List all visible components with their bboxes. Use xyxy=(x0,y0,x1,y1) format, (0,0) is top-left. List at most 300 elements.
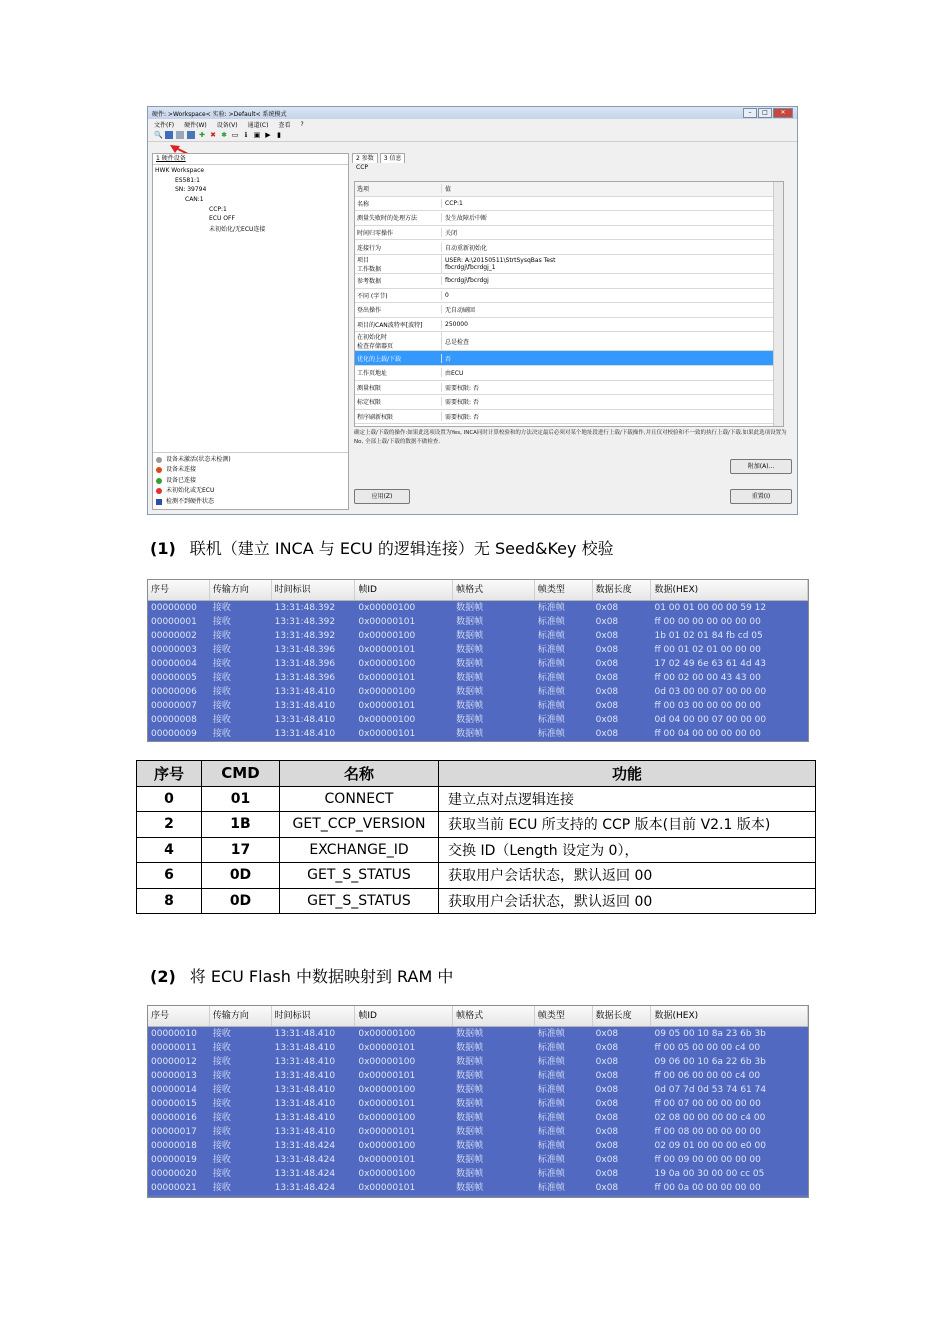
trace-cell: 0x00000100 xyxy=(358,1029,416,1039)
trace-column-header[interactable]: 帧格式 xyxy=(453,1006,535,1026)
parameter-row[interactable] xyxy=(355,211,783,226)
trace-column-header[interactable]: 帧格式 xyxy=(453,580,535,600)
cmd-table-cell: GET_S_STATUS xyxy=(280,888,439,914)
trace-column-header[interactable]: 序号 xyxy=(148,1006,210,1026)
trace-cell: 00000010 xyxy=(151,1029,197,1039)
trace-cell: 数据帧 xyxy=(456,603,484,613)
menu-item[interactable]: 通道(C) xyxy=(247,121,269,129)
trace-cell: 标准帧 xyxy=(537,1029,565,1039)
trace-cell: 接收 xyxy=(212,1071,231,1081)
trace-cell: 0x00000100 xyxy=(358,1141,416,1151)
can-trace-table-2 xyxy=(147,1005,809,1198)
trace-cell: 标准帧 xyxy=(537,1127,565,1137)
trace-cell: 09 05 00 10 8a 23 6b 3b xyxy=(654,1029,766,1039)
trace-cell: 02 08 00 00 00 00 c4 00 xyxy=(654,1113,766,1123)
trace-row[interactable] xyxy=(148,1139,808,1153)
parameter-key: 登出操作 xyxy=(355,305,442,314)
trace-cell: 00000018 xyxy=(151,1141,197,1151)
stop-icon[interactable]: ▮ xyxy=(277,131,281,139)
trace-column-header[interactable]: 帧类型 xyxy=(535,580,593,600)
trace-cell: 0x00000101 xyxy=(358,673,416,683)
trace-row[interactable] xyxy=(148,1041,808,1055)
trace-cell: 0x00000100 xyxy=(358,1057,416,1067)
can-trace-table-1 xyxy=(147,579,809,742)
trace-cell: 0d 07 7d 0d 53 74 61 74 xyxy=(654,1085,767,1095)
cmd-table-cell: CONNECT xyxy=(280,786,439,812)
cmd-table-row xyxy=(137,786,816,812)
trace-row[interactable] xyxy=(148,685,808,699)
trace-cell: 00000003 xyxy=(151,645,197,655)
parameter-panel xyxy=(352,153,794,508)
trace-cell: 13:31:48.392 xyxy=(274,617,336,627)
trace-cell: 数据帧 xyxy=(456,701,484,711)
parameter-key: 测量权限 xyxy=(355,383,442,392)
init-icon[interactable]: ✱ xyxy=(221,131,227,139)
menu-item[interactable]: ? xyxy=(300,120,304,128)
parameter-row[interactable] xyxy=(355,351,783,366)
cmd-table-cell: 17 xyxy=(202,837,280,863)
trace-row[interactable] xyxy=(148,643,808,657)
trace-cell: 0x00000101 xyxy=(358,617,416,627)
cmd-table-cell: EXCHANGE_ID xyxy=(280,837,439,863)
trace-cell: 13:31:48.410 xyxy=(274,1057,336,1067)
trace-cell: 1b 01 02 01 84 fb cd 05 xyxy=(654,631,763,641)
trace-cell: 接收 xyxy=(212,1029,231,1039)
trace-cell: 13:31:48.396 xyxy=(274,645,336,655)
menu-item[interactable]: 文件(F) xyxy=(154,121,175,129)
trace-cell: 标准帧 xyxy=(537,1169,565,1179)
trace-cell: 13:31:48.392 xyxy=(274,631,336,641)
parameter-key: 测量失败时的处理方法 xyxy=(355,213,442,222)
trace-cell: 标准帧 xyxy=(537,687,565,697)
trace-cell: 13:31:48.410 xyxy=(274,729,336,739)
trace-cell: 00000006 xyxy=(151,687,197,697)
trace-cell: 0x08 xyxy=(595,1155,619,1165)
cmd-table-cell: 0 xyxy=(137,786,202,812)
trace-cell: 数据帧 xyxy=(456,1099,484,1109)
trace-cell: 17 02 49 6e 63 61 4d 43 xyxy=(654,659,766,669)
delete-icon[interactable]: ✖ xyxy=(210,131,216,139)
inca-title-bar xyxy=(148,107,797,119)
trace-cell: ff 00 01 02 01 00 00 00 xyxy=(654,645,761,655)
trace-cell: 13:31:48.410 xyxy=(274,1085,336,1095)
parameter-row[interactable] xyxy=(355,274,783,289)
trace-column-header[interactable]: 帧类型 xyxy=(535,1006,593,1026)
trace-cell: 接收 xyxy=(212,631,231,641)
trace-cell: 标准帧 xyxy=(537,603,565,613)
trace-cell: 数据帧 xyxy=(456,659,484,669)
trace-cell: 数据帧 xyxy=(456,1029,484,1039)
trace-row[interactable] xyxy=(148,699,808,713)
hardware-panel-title: 1 硬件设备 xyxy=(153,154,348,165)
trace-cell: 接收 xyxy=(212,659,231,669)
parameter-value[interactable]: USER: A:\20150511\StrtSysqBas Test fbcrdgj\fbcrdgj_1 xyxy=(445,256,556,271)
trace-cell: 标准帧 xyxy=(537,617,565,627)
trace-column-header[interactable]: 数据长度 xyxy=(593,1006,652,1026)
parameter-row[interactable] xyxy=(355,381,783,396)
trace-cell: 接收 xyxy=(212,1113,231,1123)
trace-cell: 0x08 xyxy=(595,631,619,641)
tree-item-ecu-off: ECU OFF xyxy=(209,215,235,222)
trace-row[interactable] xyxy=(148,657,808,671)
parameter-key: 项目的CAN波特率[波特] xyxy=(355,320,442,329)
trace-row[interactable] xyxy=(148,727,808,741)
trace-cell: 数据帧 xyxy=(456,645,484,655)
monitor-icon[interactable]: ▣ xyxy=(253,131,261,139)
trace-cell: 接收 xyxy=(212,1099,231,1109)
parameter-value[interactable]: 自动重新初始化 xyxy=(445,244,488,252)
trace-cell: ff 00 09 00 00 00 00 00 xyxy=(654,1155,761,1165)
parameter-value[interactable]: 否 xyxy=(445,355,452,363)
trace-row[interactable] xyxy=(148,1125,808,1139)
trace-cell: 13:31:48.410 xyxy=(274,1113,336,1123)
trace-cell: 00000014 xyxy=(151,1085,197,1095)
trace-row[interactable] xyxy=(148,1083,808,1097)
trace-cell: 0x08 xyxy=(595,645,619,655)
parameter-key: 工作页地址 xyxy=(355,368,442,377)
trace-cell: ff 00 05 00 00 00 c4 00 xyxy=(654,1043,761,1053)
caption-step-2: (2) 将 ECU Flash 中数据映射到 RAM 中 xyxy=(150,967,454,986)
parameter-value[interactable]: 总是检查 xyxy=(445,338,470,346)
status-gray-icon xyxy=(156,457,162,463)
trace-cell: 13:31:48.410 xyxy=(274,715,336,725)
trace-cell: 0x08 xyxy=(595,659,619,669)
trace-cell: 接收 xyxy=(212,673,231,683)
trace-cell: 数据帧 xyxy=(456,687,484,697)
trace-cell: 13:31:48.410 xyxy=(274,1071,336,1081)
trace-cell: 接收 xyxy=(212,1127,231,1137)
trace-row[interactable] xyxy=(148,629,808,643)
trace-cell: 0x00000100 xyxy=(358,1113,416,1123)
cmd-table-cell: 获取用户会话状态，默认返回 00 xyxy=(439,888,816,914)
trace-cell: 0x08 xyxy=(595,1113,619,1123)
trace-cell: 0x00000101 xyxy=(358,701,416,711)
trace-column-header[interactable]: 序号 xyxy=(148,580,210,600)
trace-cell: 0x00000100 xyxy=(358,715,416,725)
trace-cell: 0x08 xyxy=(595,1085,619,1095)
trace-cell: 0x00000100 xyxy=(358,603,416,613)
trace-cell: 09 06 00 10 6a 22 6b 3b xyxy=(654,1057,766,1067)
trace-cell: 00000004 xyxy=(151,659,197,669)
trace-cell: 13:31:48.396 xyxy=(274,659,336,669)
trace-cell: 0x00000101 xyxy=(358,1043,416,1053)
search-icon[interactable]: 🔍 xyxy=(154,131,163,139)
trace-cell: 0x08 xyxy=(595,1099,619,1109)
parameter-value[interactable]: 由ECU xyxy=(445,370,464,378)
menu-item[interactable]: 设备(V) xyxy=(216,121,238,129)
trace-cell: 数据帧 xyxy=(456,673,484,683)
trace-cell: 0x00000101 xyxy=(358,729,416,739)
parameter-key: 程序刷新权限 xyxy=(355,412,442,421)
trace-cell: 19 0a 00 30 00 00 cc 05 xyxy=(654,1169,765,1179)
tree-item-status: 未初始化/无ECU连接 xyxy=(209,226,266,233)
trace-cell: 接收 xyxy=(212,687,231,697)
trace-cell: 13:31:48.424 xyxy=(274,1169,336,1179)
trace-row[interactable] xyxy=(148,1167,808,1181)
attach-button[interactable]: 附加(A)... xyxy=(730,459,792,474)
trace-column-header[interactable]: 帧ID xyxy=(355,1006,453,1026)
parameter-value[interactable]: fbcrdgj\fbcrdgj xyxy=(445,277,489,285)
trace-cell: 数据帧 xyxy=(456,1113,484,1123)
trace-cell: 标准帧 xyxy=(537,673,565,683)
trace-cell: 标准帧 xyxy=(537,701,565,711)
trace-cell: 13:31:48.396 xyxy=(274,673,336,683)
hardware-tree-panel xyxy=(152,153,349,510)
trace-cell: 00000015 xyxy=(151,1099,197,1109)
trace-cell: 02 09 01 00 00 00 e0 00 xyxy=(654,1141,766,1151)
parameter-row[interactable] xyxy=(355,410,783,425)
trace-cell: 数据帧 xyxy=(456,1169,484,1179)
trace-cell: 0x00000100 xyxy=(358,1085,416,1095)
save-icon[interactable] xyxy=(176,131,184,139)
tree-item-es581[interactable]: ES581:1 xyxy=(175,177,200,184)
tree-item-ccp[interactable]: CCP:1 xyxy=(209,206,227,213)
parameter-row[interactable] xyxy=(355,197,783,212)
trace-cell: 00000001 xyxy=(151,617,197,627)
trace-cell: 数据帧 xyxy=(456,715,484,725)
cmd-table-header: 序号 xyxy=(137,761,202,787)
trace-cell: 00000002 xyxy=(151,631,197,641)
parameter-description: 确定上载/下载的操作:如果此选项设置为Yes, INCA同时计算校验和的方法决定最后必须对某个地址段进行上载/下载操作,并且仅对校验和不一致的执行上载/下载.如果此选项设置为No, 全部上载/下载的数据不做检查. xyxy=(354,430,787,445)
trace-cell: 标准帧 xyxy=(537,645,565,655)
trace-cell: 接收 xyxy=(212,729,231,739)
trace-header-row xyxy=(148,580,808,601)
trace-cell: 00000009 xyxy=(151,729,197,739)
inca-toolbar xyxy=(148,129,797,142)
trace-cell: 0x08 xyxy=(595,687,619,697)
trace-column-header[interactable]: 帧ID xyxy=(355,580,453,600)
parameter-key: 参考数据 xyxy=(355,276,442,285)
trace-cell: 0x00000101 xyxy=(358,1099,416,1109)
cmd-table-row xyxy=(137,863,816,889)
parameter-value[interactable]: CCP:1 xyxy=(445,199,463,207)
trace-cell: 接收 xyxy=(212,1169,231,1179)
tree-item-serial: SN: 39794 xyxy=(175,186,207,193)
trace-cell: 接收 xyxy=(212,1141,231,1151)
parameter-row[interactable] xyxy=(355,332,783,351)
trace-cell: 0x08 xyxy=(595,1029,619,1039)
parameter-value[interactable]: 需要权限: 否 xyxy=(445,414,479,422)
trace-row[interactable] xyxy=(148,1027,808,1041)
trace-cell: 接收 xyxy=(212,1183,231,1193)
cmd-table-cell: 01 xyxy=(202,786,280,812)
trace-cell: 13:31:48.424 xyxy=(274,1155,336,1165)
tab-parameters[interactable]: 2 参数 xyxy=(352,153,378,163)
add-icon[interactable]: ✚ xyxy=(199,131,205,139)
legend-item: 设备未连接 xyxy=(156,465,345,476)
trace-cell: ff 00 07 00 00 00 00 00 xyxy=(654,1099,761,1109)
trace-cell: 接收 xyxy=(212,603,231,613)
trace-cell: 00000007 xyxy=(151,701,197,711)
parameter-key: 项目 工作数据 xyxy=(355,255,442,273)
trace-cell: 标准帧 xyxy=(537,631,565,641)
inca-window-screenshot xyxy=(147,106,798,515)
trace-cell: 标准帧 xyxy=(537,1141,565,1151)
tab-info[interactable]: 3 信息 xyxy=(380,153,406,163)
parameter-key: 连接行为 xyxy=(355,243,442,252)
parameter-value[interactable]: 需要权限: 否 xyxy=(445,384,479,392)
cmd-table-row xyxy=(137,837,816,863)
trace-cell: 00000019 xyxy=(151,1155,197,1165)
trace-column-header[interactable]: 传输方向 xyxy=(210,580,272,600)
parameter-row[interactable] xyxy=(355,240,783,255)
trace-cell: 数据帧 xyxy=(456,1057,484,1067)
menu-item[interactable]: 硬件(W) xyxy=(184,121,207,129)
parameter-scrollbar[interactable] xyxy=(773,182,783,426)
parameter-key: 时间归零操作 xyxy=(355,228,442,237)
trace-cell: 0x08 xyxy=(595,729,619,739)
trace-cell: 数据帧 xyxy=(456,1183,484,1193)
trace-cell: 数据帧 xyxy=(456,729,484,739)
parameter-header-row: 选项 值 xyxy=(355,182,783,197)
trace-row[interactable] xyxy=(148,1153,808,1167)
trace-cell: 00000011 xyxy=(151,1043,197,1053)
trace-column-header[interactable]: 数据(HEX) xyxy=(651,1006,808,1026)
trace-cell: 0d 04 00 00 07 00 00 00 xyxy=(654,715,767,725)
trace-cell: 标准帧 xyxy=(537,1099,565,1109)
cmd-table-cell: 交换 ID（Length 设定为 0）， xyxy=(439,837,816,863)
trace-cell: 00000005 xyxy=(151,673,197,683)
tree-item-can[interactable]: CAN:1 xyxy=(185,196,204,203)
parameter-row[interactable] xyxy=(355,226,783,241)
parameter-table xyxy=(354,181,784,427)
legend-item: 设备已连接 xyxy=(156,476,345,487)
parameter-value[interactable]: 发生故障后中断 xyxy=(445,215,488,223)
run-icon[interactable]: ▶ xyxy=(265,131,271,139)
cmd-table-cell: 4 xyxy=(137,837,202,863)
parameter-row[interactable] xyxy=(355,289,783,304)
trace-cell: 0x08 xyxy=(595,1141,619,1151)
trace-row[interactable] xyxy=(148,1181,808,1195)
parameter-value[interactable]: 关闭 xyxy=(445,230,458,238)
trace-cell: 13:31:48.410 xyxy=(274,1127,336,1137)
trace-column-header[interactable]: 传输方向 xyxy=(210,1006,272,1026)
trace-cell: 0x00000100 xyxy=(358,631,416,641)
trace-cell: 接收 xyxy=(212,1085,231,1095)
parameter-row[interactable] xyxy=(355,395,783,410)
trace-cell: 0x08 xyxy=(595,1057,619,1067)
apply-button[interactable]: 应用(Z) xyxy=(354,489,410,504)
trace-row[interactable] xyxy=(148,671,808,685)
trace-cell: 数据帧 xyxy=(456,1071,484,1081)
trace-cell: 0x00000101 xyxy=(358,1155,416,1165)
parameter-value[interactable]: 需要权限: 否 xyxy=(445,399,479,407)
trace-cell: 数据帧 xyxy=(456,1155,484,1165)
inca-title: 硬件: >Workspace< 实验: >Default< 系统模式 xyxy=(152,110,287,118)
trace-cell: 0x00000100 xyxy=(358,659,416,669)
trace-column-header[interactable]: 时间标识 xyxy=(272,580,356,600)
trace-cell: 数据帧 xyxy=(456,1085,484,1095)
trace-row[interactable] xyxy=(148,1055,808,1069)
trace-cell: 13:31:48.424 xyxy=(274,1183,336,1193)
parameter-value[interactable]: 无自动刷回 xyxy=(445,307,476,315)
trace-cell: 13:31:48.392 xyxy=(274,603,336,613)
status-red-icon xyxy=(156,467,162,473)
hardware-config-icon[interactable] xyxy=(165,131,173,139)
ccp-command-table xyxy=(136,760,816,914)
trace-cell: ff 00 0a 00 00 00 00 00 xyxy=(654,1183,761,1193)
trace-cell: 标准帧 xyxy=(537,1057,565,1067)
trace-cell: 13:31:48.410 xyxy=(274,1043,336,1053)
info-icon[interactable]: ℹ xyxy=(244,131,248,139)
trace-cell: 0x00000101 xyxy=(358,1183,416,1193)
close-icon[interactable]: ✕ xyxy=(773,108,793,118)
trace-cell: 00000013 xyxy=(151,1071,197,1081)
status-legend xyxy=(153,452,348,510)
trace-cell: ff 00 04 00 00 00 00 00 xyxy=(654,729,761,739)
trace-cell: 0x08 xyxy=(595,617,619,627)
trace-row[interactable] xyxy=(148,601,808,615)
parameter-row[interactable] xyxy=(355,366,783,381)
trace-cell: 标准帧 xyxy=(537,715,565,725)
trace-cell: ff 00 08 00 00 00 00 00 xyxy=(654,1127,761,1137)
trace-cell: 13:31:48.410 xyxy=(274,687,336,697)
trace-cell: 数据帧 xyxy=(456,1043,484,1053)
trace-row[interactable] xyxy=(148,615,808,629)
trace-cell: 0x08 xyxy=(595,1071,619,1081)
parameter-key: 名称 xyxy=(355,199,442,208)
cmd-table-cell: 2 xyxy=(137,812,202,838)
trace-cell: ff 00 02 00 00 43 43 00 xyxy=(654,673,761,683)
trace-cell: 0x08 xyxy=(595,715,619,725)
status-unknown-icon xyxy=(156,499,162,505)
trace-cell: 0x08 xyxy=(595,1127,619,1137)
trace-cell: 标准帧 xyxy=(537,1155,565,1165)
trace-cell: 0x00000100 xyxy=(358,1169,416,1179)
trace-cell: 数据帧 xyxy=(456,1127,484,1137)
cmd-table-header: 功能 xyxy=(439,761,816,787)
trace-cell: 0x08 xyxy=(595,673,619,683)
trace-cell: 接收 xyxy=(212,1155,231,1165)
trace-row[interactable] xyxy=(148,1069,808,1083)
trace-cell: 数据帧 xyxy=(456,617,484,627)
copy-icon[interactable]: ▭ xyxy=(231,131,239,139)
trace-column-header[interactable]: 数据(HEX) xyxy=(651,580,808,600)
trace-cell: 13:31:48.410 xyxy=(274,1099,336,1109)
trace-cell: 接收 xyxy=(212,1057,231,1067)
parameter-key: 标定权限 xyxy=(355,397,442,406)
workspace-icon[interactable] xyxy=(187,131,195,139)
maximize-icon[interactable]: □ xyxy=(758,108,772,118)
cmd-table-cell: 获取当前 ECU 所支持的 CCP 版本(目前 V2.1 版本) xyxy=(439,812,816,838)
legend-item: 设备未激活(状态未检测) xyxy=(156,455,345,466)
trace-cell: 0d 03 00 00 07 00 00 00 xyxy=(654,687,767,697)
trace-cell: 13:31:48.424 xyxy=(274,1141,336,1151)
trace-column-header[interactable]: 数据长度 xyxy=(593,580,652,600)
minimize-icon[interactable]: – xyxy=(743,108,757,118)
cmd-table-row xyxy=(137,812,816,838)
parameter-value[interactable]: 250000 xyxy=(445,321,468,329)
trace-cell: 标准帧 xyxy=(537,729,565,739)
parameter-value[interactable]: 0 xyxy=(445,291,449,299)
reset-button[interactable]: 重置(I) xyxy=(730,489,792,504)
trace-row[interactable] xyxy=(148,1111,808,1125)
trace-row[interactable] xyxy=(148,713,808,727)
menu-item[interactable]: 查看 xyxy=(278,121,291,129)
trace-cell: 接收 xyxy=(212,617,231,627)
trace-cell: 0x00000101 xyxy=(358,645,416,655)
parameter-row[interactable] xyxy=(355,303,783,318)
cmd-table-cell: 1B xyxy=(202,812,280,838)
trace-cell: 0x08 xyxy=(595,1169,619,1179)
trace-column-header[interactable]: 时间标识 xyxy=(272,1006,356,1026)
trace-cell: 13:31:48.410 xyxy=(274,1029,336,1039)
parameter-row[interactable] xyxy=(355,318,783,333)
parameter-row[interactable] xyxy=(355,255,783,274)
cmd-table-header: 名称 xyxy=(280,761,439,787)
tree-item-workspace[interactable]: HWK Workspace xyxy=(155,167,205,174)
trace-row[interactable] xyxy=(148,1097,808,1111)
